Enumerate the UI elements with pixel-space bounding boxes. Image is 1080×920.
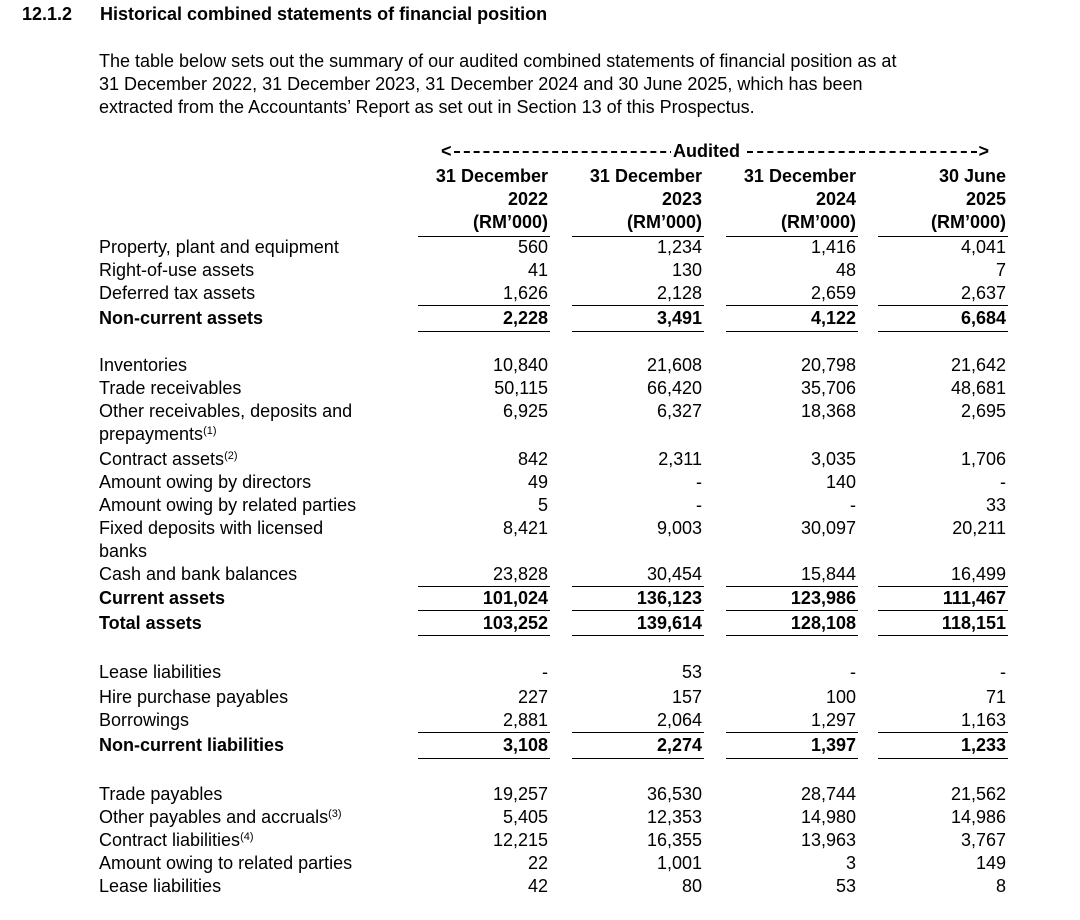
- footnote-marker: (4): [240, 831, 254, 843]
- intro-line: 31 December 2022, 31 December 2023, 31 December 2024 and 30 June 2025, which has been: [99, 74, 863, 94]
- table-cell: 157: [671, 687, 702, 707]
- row-label: Lease liabilities: [99, 876, 222, 896]
- table-cell: 10,840: [492, 355, 548, 375]
- table-cell: 71: [985, 687, 1006, 707]
- total-underline: [572, 331, 704, 332]
- total-underline: [418, 331, 550, 332]
- table-cell: -: [696, 472, 702, 492]
- table-cell: 5,405: [502, 807, 548, 827]
- total-underline: [726, 635, 858, 636]
- row-label: Fixed deposits with licensed: [99, 518, 324, 538]
- table-cell: 30,097: [800, 518, 856, 538]
- table-cell: 48: [835, 260, 856, 280]
- row-label: Trade receivables: [99, 378, 242, 398]
- table-cell: 16,499: [950, 564, 1006, 584]
- table-cell: 2,128: [656, 283, 702, 303]
- table-cell: 842: [517, 449, 548, 469]
- row-label: Right-of-use assets: [99, 260, 255, 280]
- section-heading: [22, 4, 547, 25]
- row-label: Non-current liabilities: [99, 735, 285, 755]
- audited-dash-left: [454, 151, 676, 153]
- table-cell: 30,454: [646, 564, 702, 584]
- row-label: Total assets: [99, 613, 202, 633]
- table-cell: 100: [825, 687, 856, 707]
- intro-paragraph: [99, 50, 1005, 119]
- total-underline: [572, 732, 704, 733]
- table-cell: 227: [517, 687, 548, 707]
- table-cell: 28,744: [800, 784, 856, 804]
- section-title: Historical combined statements of financial position: [100, 4, 548, 24]
- table-cell: 111,467: [942, 588, 1006, 608]
- total-underline: [418, 236, 550, 237]
- table-cell: 7: [995, 260, 1006, 280]
- table-cell: 21,562: [950, 784, 1006, 804]
- table-cell: 128,108: [790, 613, 856, 633]
- audited-left-arrow: <: [441, 141, 452, 161]
- total-underline: [572, 610, 704, 611]
- column-header-2023: 31 December 2023 (RM’000): [589, 166, 702, 232]
- total-underline: [878, 331, 1008, 332]
- table-cell: 6,925: [502, 401, 548, 421]
- column-header-2025: 30 June 2025 (RM’000): [930, 166, 1006, 232]
- row-label: Current assets: [99, 588, 226, 608]
- row-label: Hire purchase payables: [99, 687, 289, 707]
- total-underline: [726, 236, 858, 237]
- table-cell: 66,420: [646, 378, 702, 398]
- table-cell: 41: [527, 260, 548, 280]
- table-cell: 35,706: [800, 378, 856, 398]
- table-cell: -: [1000, 472, 1006, 492]
- table-cell: 1,297: [810, 710, 856, 730]
- table-cell: 103,252: [482, 613, 548, 633]
- table-cell: 5: [537, 495, 548, 515]
- table-cell: 15,844: [800, 564, 856, 584]
- table-cell: 19,257: [492, 784, 548, 804]
- table-cell: 139,614: [636, 613, 702, 633]
- total-underline: [878, 305, 1008, 306]
- row-label: Borrowings: [99, 710, 190, 730]
- table-cell: 22: [527, 853, 548, 873]
- table-cell: 4,122: [810, 308, 856, 328]
- row-label: Non-current assets: [99, 308, 264, 328]
- table-cell: 149: [975, 853, 1006, 873]
- table-cell: 136,123: [636, 588, 702, 608]
- table-cell: 1,626: [502, 283, 548, 303]
- total-underline: [726, 732, 858, 733]
- total-underline: [878, 758, 1008, 759]
- row-label: Inventories: [99, 355, 188, 375]
- audited-dash-right: [747, 151, 977, 153]
- table-cell: 48,681: [950, 378, 1006, 398]
- table-cell: 13,963: [800, 830, 856, 850]
- total-underline: [878, 236, 1008, 237]
- total-underline: [418, 635, 550, 636]
- total-underline: [572, 635, 704, 636]
- intro-line: extracted from the Accountants’ Report as set out in Section 13 of this Prospectus.: [99, 97, 755, 117]
- table-cell: 2,695: [960, 401, 1006, 421]
- table-cell: 80: [681, 876, 702, 896]
- table-cell: 2,274: [656, 735, 702, 755]
- table-cell: 2,311: [658, 449, 702, 469]
- table-cell: 36,530: [646, 784, 702, 804]
- table-cell: 53: [835, 876, 856, 896]
- table-cell: 6,327: [656, 401, 702, 421]
- table-cell: 2,659: [810, 283, 856, 303]
- total-underline: [878, 586, 1008, 587]
- table-cell: 14,980: [800, 807, 856, 827]
- row-label: Contract liabilities$^{(4)}$: [99, 830, 254, 850]
- table-cell: 1,706: [960, 449, 1006, 469]
- footnote-marker: (1): [203, 425, 217, 437]
- audited-right-arrow: >: [978, 141, 989, 161]
- table-cell: 1,233: [960, 735, 1006, 755]
- table-cell: 101,024: [482, 588, 548, 608]
- audited-banner: [441, 141, 989, 163]
- table-cell: -: [542, 662, 548, 682]
- table-cell: 14,986: [950, 807, 1006, 827]
- table-cell: 1,001: [656, 853, 702, 873]
- total-underline: [572, 236, 704, 237]
- footnote-marker: (3): [328, 808, 342, 820]
- total-underline: [572, 586, 704, 587]
- row-label: Other payables and accruals$^{(3)}$: [99, 807, 342, 827]
- row-label: Lease liabilities: [99, 662, 222, 682]
- table-cell: 3,491: [656, 308, 702, 328]
- row-label: prepayments$^{(1)}$: [99, 424, 217, 444]
- row-label: banks: [99, 541, 148, 561]
- table-cell: 118,151: [941, 613, 1006, 633]
- total-underline: [726, 610, 858, 611]
- total-underline: [418, 758, 550, 759]
- table-cell: -: [850, 495, 856, 515]
- row-label: Property, plant and equipment: [99, 237, 339, 257]
- table-cell: 49: [527, 472, 548, 492]
- total-underline: [726, 305, 858, 306]
- column-header-2024: 31 December 2024 (RM’000): [743, 166, 856, 232]
- table-cell: 50,115: [494, 378, 548, 398]
- total-underline: [418, 586, 550, 587]
- table-cell: 3,035: [810, 449, 856, 469]
- table-cell: 3: [845, 853, 856, 873]
- row-label: Cash and bank balances: [99, 564, 298, 584]
- table-cell: 123,986: [790, 588, 856, 608]
- table-cell: 33: [985, 495, 1006, 515]
- table-cell: 6,684: [960, 308, 1006, 328]
- table-cell: 4,041: [960, 237, 1006, 257]
- total-underline: [418, 732, 550, 733]
- table-cell: 20,798: [800, 355, 856, 375]
- row-label: Contract assets$^{(2)}$: [99, 449, 238, 469]
- table-cell: 21,642: [950, 355, 1006, 375]
- table-cell: 2,064: [656, 710, 702, 730]
- row-label: Other receivables, deposits and: [99, 401, 353, 421]
- row-label: Deferred tax assets: [99, 283, 256, 303]
- table-cell: -: [1000, 662, 1006, 682]
- table-cell: -: [696, 495, 702, 515]
- total-underline: [726, 586, 858, 587]
- total-underline: [878, 610, 1008, 611]
- section-number: 12.1.2: [22, 4, 73, 24]
- table-cell: 2,637: [960, 283, 1006, 303]
- table-cell: 12,353: [646, 807, 702, 827]
- table-cell: 1,416: [810, 237, 856, 257]
- footnote-marker: (2): [224, 450, 238, 462]
- table-cell: 23,828: [492, 564, 548, 584]
- column-header-2022: 31 December 2022 (RM’000): [435, 166, 548, 232]
- table-cell: 1,397: [810, 735, 856, 755]
- table-cell: 3,108: [502, 735, 548, 755]
- total-underline: [418, 610, 550, 611]
- table-cell: 42: [527, 876, 548, 896]
- table-cell: 560: [517, 237, 548, 257]
- total-underline: [572, 758, 704, 759]
- table-cell: 12,215: [492, 830, 548, 850]
- row-label: Amount owing by directors: [99, 472, 312, 492]
- table-cell: 140: [825, 472, 856, 492]
- audited-label: Audited: [673, 141, 740, 161]
- total-underline: [726, 758, 858, 759]
- table-cell: 1,163: [960, 710, 1006, 730]
- row-label: Amount owing by related parties: [99, 495, 357, 515]
- table-cell: 53: [681, 662, 702, 682]
- table-cell: 9,003: [656, 518, 702, 538]
- row-label: Trade payables: [99, 784, 223, 804]
- total-underline: [878, 732, 1008, 733]
- table-cell: 1,234: [656, 237, 702, 257]
- intro-line: The table below sets out the summary of our audited combined statements of financial position as at: [99, 51, 897, 71]
- table-cell: 8: [995, 876, 1006, 896]
- total-underline: [572, 305, 704, 306]
- table-cell: 20,211: [952, 518, 1006, 538]
- total-underline: [418, 305, 550, 306]
- table-cell: 16,355: [646, 830, 702, 850]
- table-cell: 2,881: [502, 710, 548, 730]
- table-cell: 21,608: [646, 355, 702, 375]
- table-cell: -: [850, 662, 856, 682]
- total-underline: [878, 635, 1008, 636]
- table-cell: 2,228: [502, 308, 548, 328]
- total-underline: [726, 331, 858, 332]
- table-cell: 18,368: [800, 401, 856, 421]
- row-label: Amount owing to related parties: [99, 853, 353, 873]
- table-cell: 8,421: [502, 518, 548, 538]
- table-cell: 130: [671, 260, 702, 280]
- table-cell: 3,767: [960, 830, 1006, 850]
